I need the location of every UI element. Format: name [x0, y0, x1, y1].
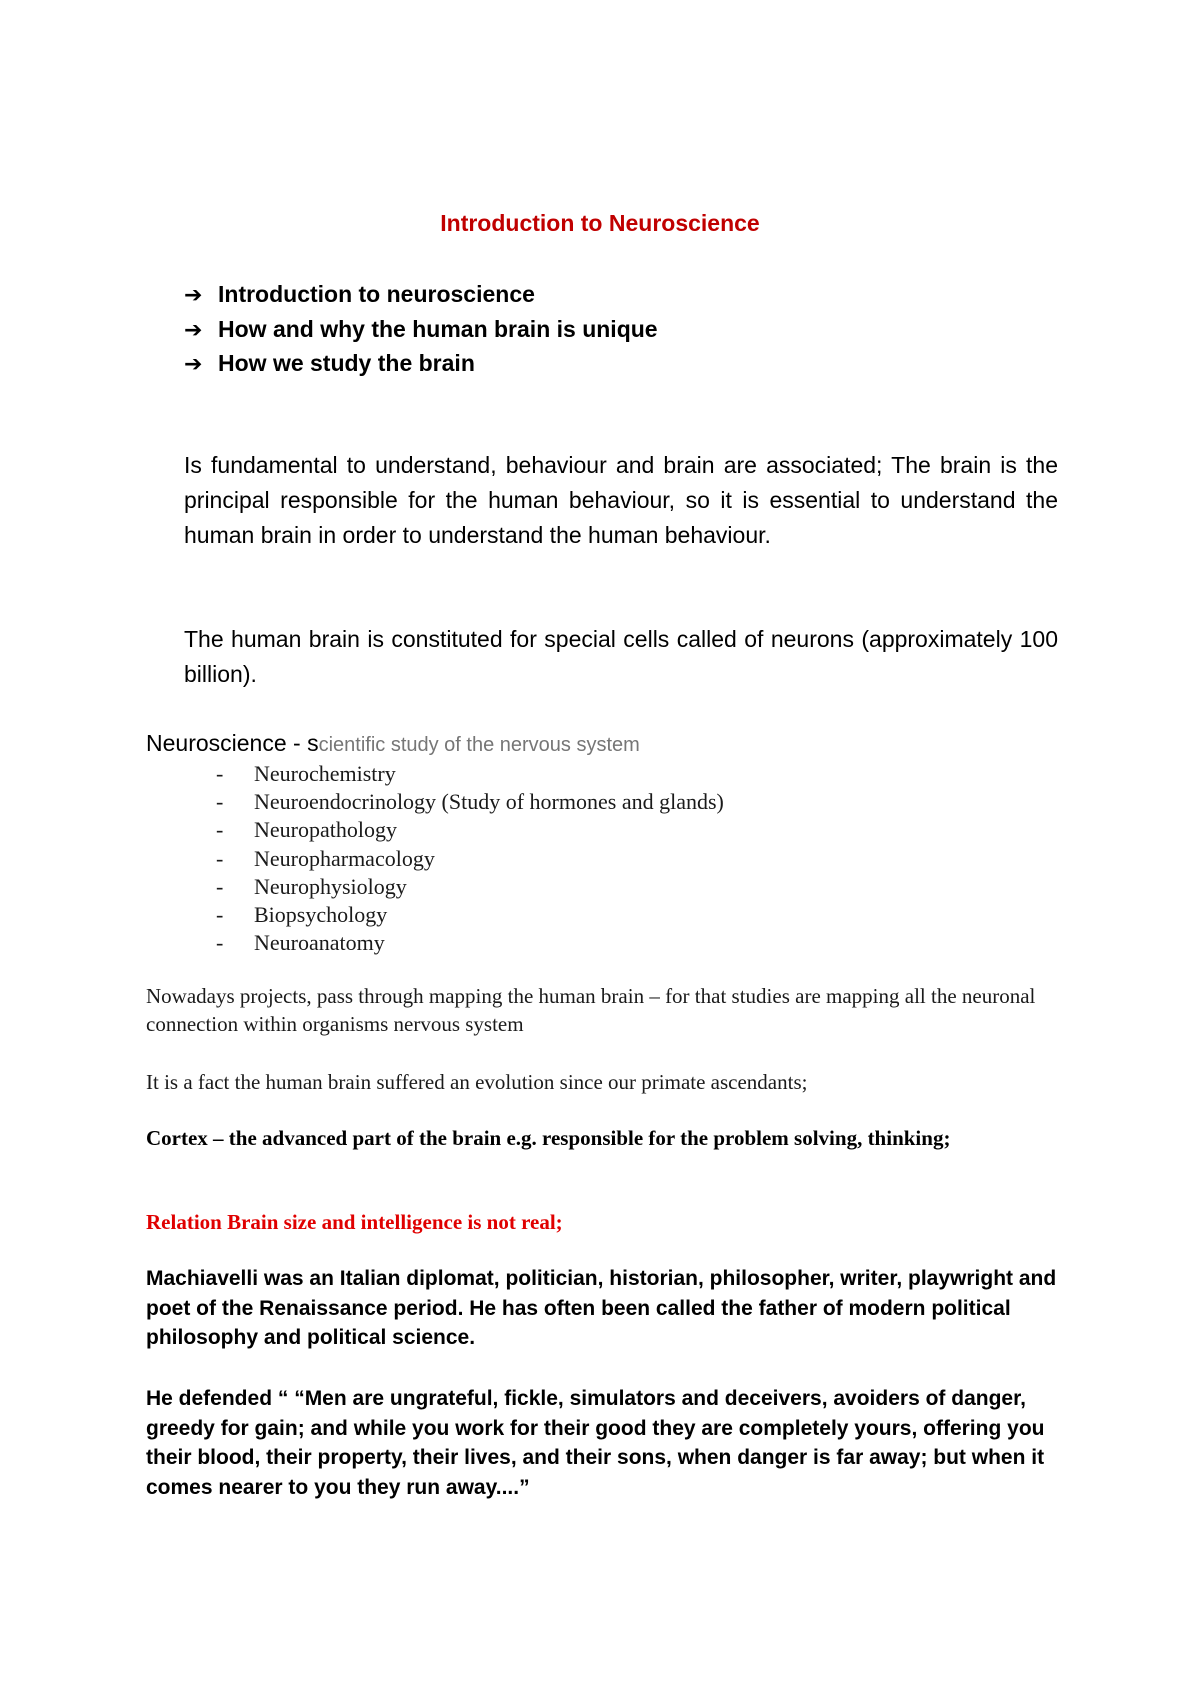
list-dash: - — [216, 873, 224, 899]
right-arrow-icon: ➔ — [184, 351, 203, 376]
outline-item — [184, 277, 658, 312]
list-item-label: Neuropathology — [254, 817, 397, 843]
list-item-label: Neuropharmacology — [254, 845, 435, 871]
list-item — [216, 873, 724, 901]
list-item — [216, 901, 724, 929]
neuroscience-heading-label: Neuroscience - s — [146, 730, 319, 756]
intro-paragraph: Is fundamental to understand, behaviour and brain are associated; The brain is the principal responsible for the human behaviour, so it is essential to understand the human brain in order to understand the human behaviour. — [184, 452, 1058, 548]
outline-item — [184, 312, 658, 347]
evolution-paragraph: It is a fact the human brain suffered an evolution since our primate ascendants; — [146, 1070, 808, 1094]
list-item — [216, 929, 724, 957]
list-dash: - — [216, 901, 224, 927]
list-item — [216, 816, 724, 844]
neuroscience-heading — [146, 730, 640, 757]
machiavelli-paragraph: Machiavelli was an Italian diplomat, politician, historian, philosopher, writer, playwright and poet of the Renaissance period. He has often been called the father of modern political philosophy and political science. — [146, 1267, 1057, 1349]
outline-item-label: How we study the brain — [218, 350, 475, 376]
neuroscience-subtitle: cientific study of the nervous system — [318, 734, 640, 756]
list-item-label: Neuroanatomy — [254, 930, 385, 956]
cortex-paragraph: Cortex – the advanced part of the brain e.g. responsible for the problem solving, thinking; — [146, 1126, 951, 1150]
outline-item — [184, 346, 658, 381]
page-title: Introduction to Neuroscience — [440, 210, 760, 236]
outline-list — [184, 277, 658, 381]
outline-item-label: How and why the human brain is unique — [218, 315, 658, 342]
right-arrow-icon: ➔ — [184, 282, 203, 307]
list-item — [216, 845, 724, 873]
neurons-paragraph: The human brain is constituted for special cells called of neurons (approximately 100 billion). — [184, 626, 1058, 687]
list-dash: - — [216, 817, 224, 843]
list-dash: - — [216, 845, 224, 871]
list-item-label: Neuroendocrinology (Study of hormones and glands) — [254, 789, 724, 815]
relation-paragraph: Relation Brain size and intelligence is not real; — [146, 1210, 563, 1234]
list-item-label: Neurochemistry — [254, 761, 396, 786]
neuroscience-fields-list — [216, 760, 724, 957]
list-dash: - — [216, 930, 224, 956]
list-item-label: Biopsychology — [254, 901, 388, 927]
list-item — [216, 760, 724, 788]
right-arrow-icon: ➔ — [184, 316, 203, 342]
quote-paragraph: He defended “ “Men are ungrateful, fickle, simulators and deceivers, avoiders of danger, greedy for gain; and while you work for their good they are completely yours, offering you their blood, their property, their lives, and their sons, when danger is far away; but when it comes nearer to you they run away....” — [146, 1387, 1045, 1499]
list-dash: - — [216, 789, 224, 815]
list-dash: - — [216, 761, 224, 786]
projects-paragraph: Nowadays projects, pass through mapping the human brain – for that studies are mapping all the neuronal connection within organisms nervous system — [146, 984, 1036, 1036]
list-item-label: Neurophysiology — [254, 873, 407, 899]
outline-item-label: Introduction to neuroscience — [218, 281, 535, 307]
list-item — [216, 788, 724, 816]
